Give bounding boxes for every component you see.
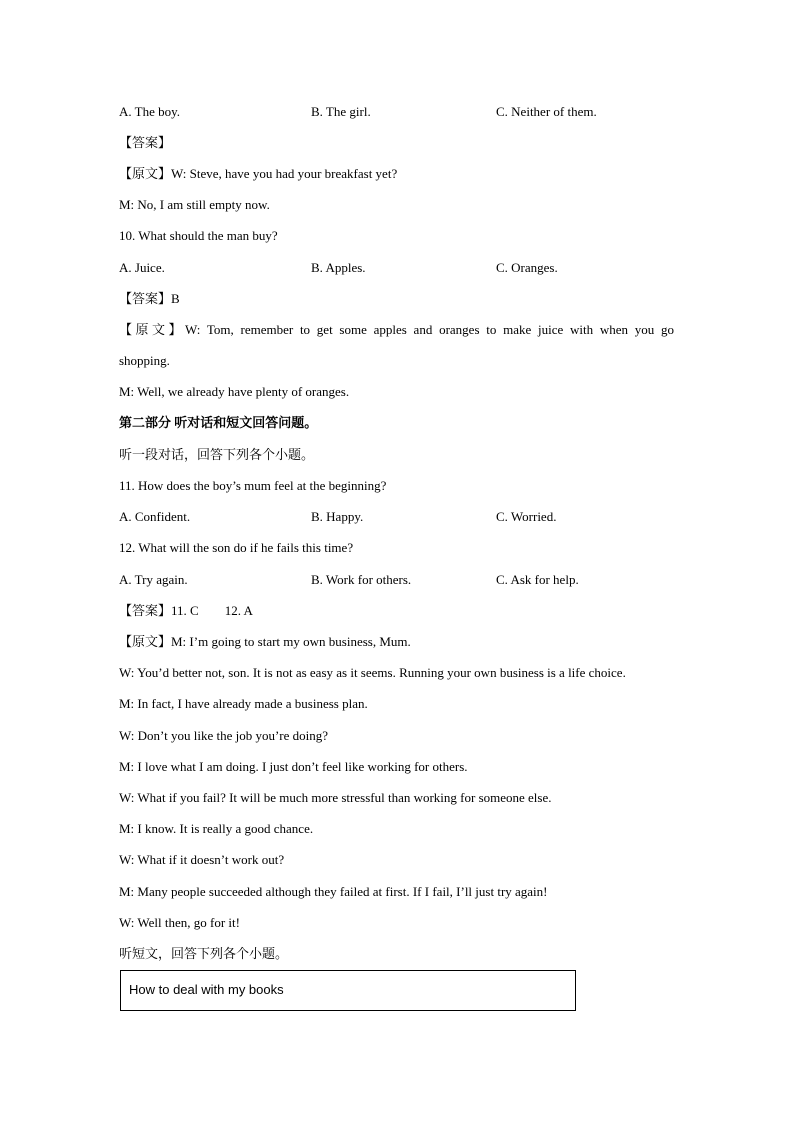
q12-option-b: B. Work for others. (311, 572, 412, 587)
q9-option-c: C. Neither of them. (496, 104, 597, 119)
passage-title: How to deal with my books (129, 982, 284, 997)
q9-transcript-line: M: No, I am still empty now. (119, 197, 270, 212)
q11-option-c: C. Worried. (496, 509, 557, 524)
q12-option-a: A. Try again. (119, 572, 188, 587)
q11-option-b: B. Happy. (311, 509, 364, 524)
dialogue-line: W: You’d better not, son. It is not as easy as it seems. Running your own business is a life choice. (119, 665, 626, 680)
q10-option-a: A. Juice. (119, 260, 165, 275)
q9-option-b: B. The girl. (311, 104, 371, 119)
q11-question: 11. How does the boy’s mum feel at the beginning? (119, 478, 387, 493)
q9-answer: 【答案】 (119, 135, 172, 150)
q10-transcript-line: M: Well, we already have plenty of oranges. (119, 384, 350, 399)
q10-answer: 【答案】B (119, 291, 180, 306)
q10-question: 10. What should the man buy? (119, 228, 278, 243)
q12-option-c: C. Ask for help. (496, 572, 579, 587)
dialogue-line: M: I know. It is really a good chance. (119, 821, 314, 836)
part2-heading: 第二部分 听对话和短文回答问题。 (119, 415, 318, 430)
q10-option-c: C. Oranges. (496, 260, 558, 275)
dialogue-line: M: I love what I am doing. I just don’t feel like working for others. (119, 759, 468, 774)
q10-transcript-line: shopping. (119, 353, 170, 368)
dialogue-intro: 听一段对话，回答下列各个小题。 (119, 447, 315, 462)
q9-option-a: A. The boy. (119, 104, 181, 119)
dialogue-line: W: Well then, go for it! (119, 915, 240, 930)
passage-title-box (120, 970, 576, 1011)
dialogue-line: M: In fact, I have already made a business plan. (119, 696, 368, 711)
q10-transcript-line: 【原文】W: Tom, remember to get some apples and oranges to make juice with when you go (119, 322, 674, 337)
passage-intro: 听短文，回答下列各个小题。 (119, 946, 289, 961)
q12-question: 12. What will the son do if he fails this time? (119, 540, 354, 555)
dialogue-line: 【原文】M: I’m going to start my own business, Mum. (119, 634, 411, 649)
dialogue-line: W: What if you fail? It will be much more stressful than working for someone else. (119, 790, 552, 805)
q11-12-answer: 【答案】11. C 12. A (119, 603, 253, 618)
dialogue-line: M: Many people succeeded although they failed at first. If I fail, I’ll just try again! (119, 884, 548, 899)
dialogue-line: W: What if it doesn’t work out? (119, 852, 285, 867)
q10-option-b: B. Apples. (311, 260, 366, 275)
q9-transcript-line: 【原文】W: Steve, have you had your breakfast yet? (119, 166, 398, 181)
q11-option-a: A. Confident. (119, 509, 191, 524)
dialogue-line: W: Don’t you like the job you’re doing? (119, 728, 329, 743)
